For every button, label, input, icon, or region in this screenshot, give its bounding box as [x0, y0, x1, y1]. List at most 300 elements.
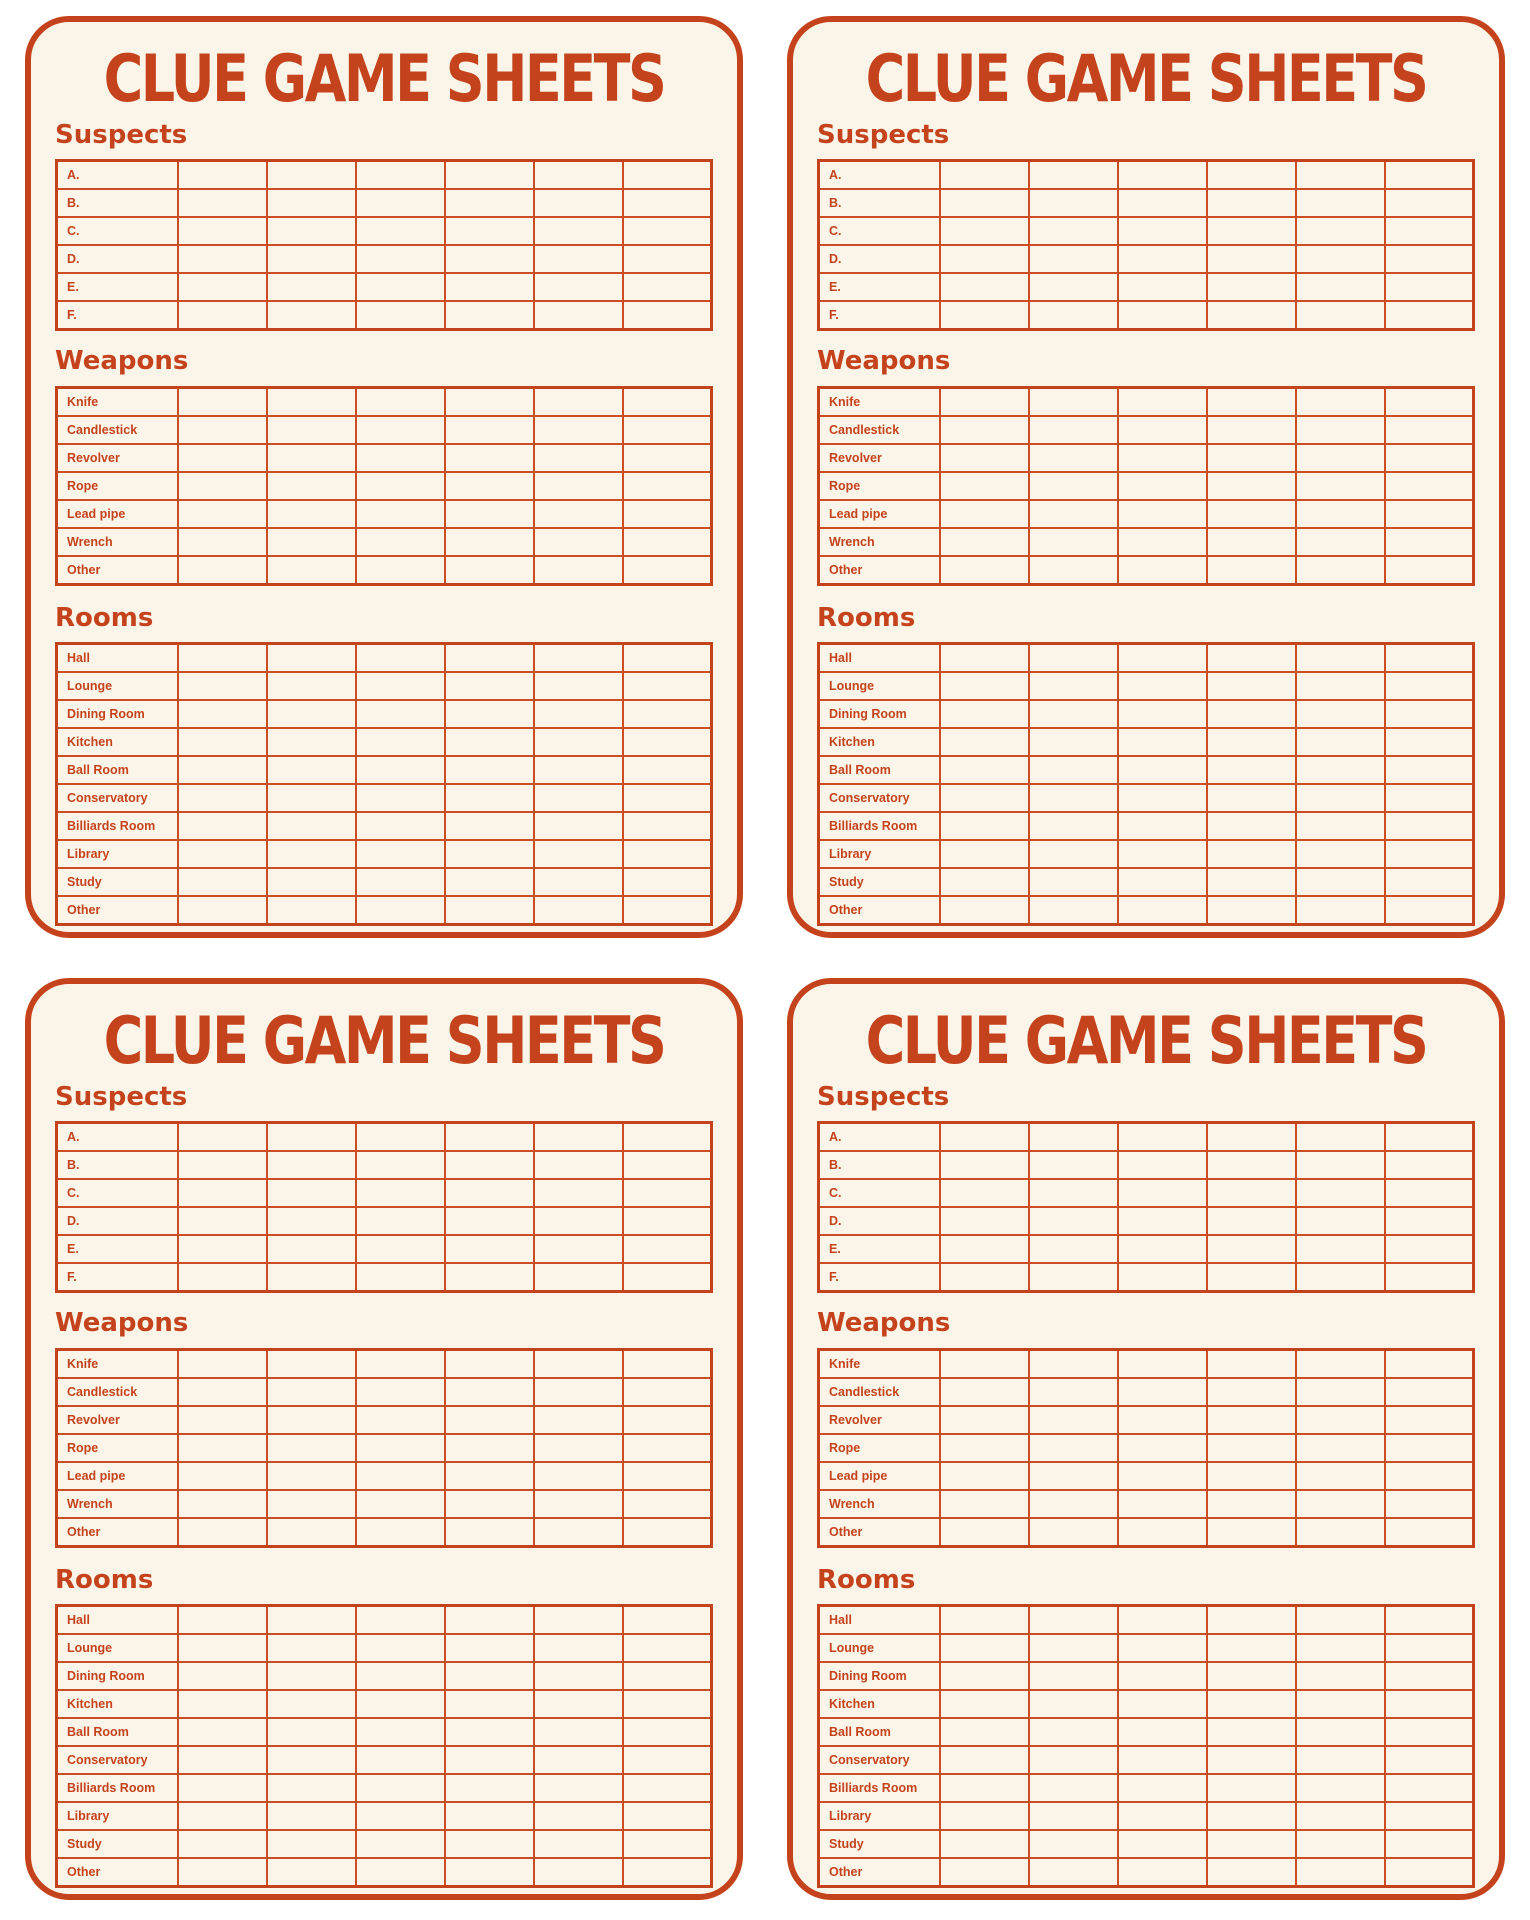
mark-cell[interactable] [1385, 812, 1474, 840]
mark-cell[interactable] [178, 387, 267, 416]
mark-cell[interactable] [1207, 500, 1296, 528]
mark-cell[interactable] [940, 301, 1029, 330]
mark-cell[interactable] [534, 868, 623, 896]
mark-cell[interactable] [623, 1462, 712, 1490]
mark-cell[interactable] [356, 245, 445, 273]
mark-cell[interactable] [445, 1462, 534, 1490]
mark-cell[interactable] [356, 1378, 445, 1406]
mark-cell[interactable] [445, 1690, 534, 1718]
mark-cell[interactable] [534, 1434, 623, 1462]
mark-cell[interactable] [267, 784, 356, 812]
mark-cell[interactable] [267, 756, 356, 784]
mark-cell[interactable] [534, 1518, 623, 1547]
mark-cell[interactable] [356, 528, 445, 556]
mark-cell[interactable] [1118, 1858, 1207, 1887]
mark-cell[interactable] [267, 444, 356, 472]
mark-cell[interactable] [1385, 1462, 1474, 1490]
mark-cell[interactable] [940, 161, 1029, 190]
mark-cell[interactable] [267, 161, 356, 190]
mark-cell[interactable] [178, 217, 267, 245]
mark-cell[interactable] [1385, 301, 1474, 330]
mark-cell[interactable] [940, 644, 1029, 673]
mark-cell[interactable] [445, 1858, 534, 1887]
mark-cell[interactable] [1207, 444, 1296, 472]
mark-cell[interactable] [623, 500, 712, 528]
mark-cell[interactable] [623, 1434, 712, 1462]
mark-cell[interactable] [1207, 896, 1296, 925]
mark-cell[interactable] [267, 1462, 356, 1490]
mark-cell[interactable] [1296, 444, 1385, 472]
mark-cell[interactable] [1296, 756, 1385, 784]
mark-cell[interactable] [1118, 444, 1207, 472]
mark-cell[interactable] [178, 728, 267, 756]
mark-cell[interactable] [1296, 728, 1385, 756]
mark-cell[interactable] [267, 1179, 356, 1207]
mark-cell[interactable] [1118, 1746, 1207, 1774]
mark-cell[interactable] [623, 840, 712, 868]
mark-cell[interactable] [1296, 528, 1385, 556]
mark-cell[interactable] [534, 1378, 623, 1406]
mark-cell[interactable] [1207, 1858, 1296, 1887]
mark-cell[interactable] [1207, 756, 1296, 784]
mark-cell[interactable] [1207, 1123, 1296, 1152]
mark-cell[interactable] [1296, 1634, 1385, 1662]
mark-cell[interactable] [1029, 1462, 1118, 1490]
mark-cell[interactable] [178, 1858, 267, 1887]
mark-cell[interactable] [534, 189, 623, 217]
mark-cell[interactable] [623, 1830, 712, 1858]
mark-cell[interactable] [1385, 1263, 1474, 1292]
mark-cell[interactable] [1296, 1462, 1385, 1490]
mark-cell[interactable] [1296, 1718, 1385, 1746]
mark-cell[interactable] [534, 1774, 623, 1802]
mark-cell[interactable] [1118, 1462, 1207, 1490]
mark-cell[interactable] [445, 1774, 534, 1802]
mark-cell[interactable] [178, 1518, 267, 1547]
mark-cell[interactable] [1385, 1746, 1474, 1774]
mark-cell[interactable] [1296, 1830, 1385, 1858]
mark-cell[interactable] [356, 189, 445, 217]
mark-cell[interactable] [623, 1802, 712, 1830]
mark-cell[interactable] [940, 1349, 1029, 1378]
mark-cell[interactable] [1296, 672, 1385, 700]
mark-cell[interactable] [623, 1718, 712, 1746]
mark-cell[interactable] [1118, 700, 1207, 728]
mark-cell[interactable] [267, 500, 356, 528]
mark-cell[interactable] [1029, 1263, 1118, 1292]
mark-cell[interactable] [178, 472, 267, 500]
mark-cell[interactable] [1118, 784, 1207, 812]
mark-cell[interactable] [267, 416, 356, 444]
mark-cell[interactable] [267, 528, 356, 556]
mark-cell[interactable] [1029, 500, 1118, 528]
mark-cell[interactable] [534, 1406, 623, 1434]
mark-cell[interactable] [178, 528, 267, 556]
mark-cell[interactable] [1385, 217, 1474, 245]
mark-cell[interactable] [1207, 1802, 1296, 1830]
mark-cell[interactable] [940, 273, 1029, 301]
mark-cell[interactable] [1029, 301, 1118, 330]
mark-cell[interactable] [1029, 1235, 1118, 1263]
mark-cell[interactable] [1207, 1235, 1296, 1263]
mark-cell[interactable] [623, 1634, 712, 1662]
mark-cell[interactable] [940, 1802, 1029, 1830]
mark-cell[interactable] [1385, 416, 1474, 444]
mark-cell[interactable] [623, 700, 712, 728]
mark-cell[interactable] [534, 896, 623, 925]
mark-cell[interactable] [1207, 868, 1296, 896]
mark-cell[interactable] [623, 896, 712, 925]
mark-cell[interactable] [445, 644, 534, 673]
mark-cell[interactable] [1029, 273, 1118, 301]
mark-cell[interactable] [623, 444, 712, 472]
mark-cell[interactable] [1385, 1349, 1474, 1378]
mark-cell[interactable] [940, 500, 1029, 528]
mark-cell[interactable] [1118, 189, 1207, 217]
mark-cell[interactable] [267, 1434, 356, 1462]
mark-cell[interactable] [1296, 556, 1385, 585]
mark-cell[interactable] [356, 1207, 445, 1235]
mark-cell[interactable] [1029, 1830, 1118, 1858]
mark-cell[interactable] [623, 1518, 712, 1547]
mark-cell[interactable] [534, 1718, 623, 1746]
mark-cell[interactable] [267, 1830, 356, 1858]
mark-cell[interactable] [1207, 1830, 1296, 1858]
mark-cell[interactable] [1207, 1634, 1296, 1662]
mark-cell[interactable] [623, 556, 712, 585]
mark-cell[interactable] [445, 472, 534, 500]
mark-cell[interactable] [356, 1406, 445, 1434]
mark-cell[interactable] [1296, 700, 1385, 728]
mark-cell[interactable] [623, 189, 712, 217]
mark-cell[interactable] [623, 1606, 712, 1635]
mark-cell[interactable] [1118, 1406, 1207, 1434]
mark-cell[interactable] [1029, 672, 1118, 700]
mark-cell[interactable] [356, 672, 445, 700]
mark-cell[interactable] [534, 672, 623, 700]
mark-cell[interactable] [178, 245, 267, 273]
mark-cell[interactable] [1029, 416, 1118, 444]
mark-cell[interactable] [445, 1802, 534, 1830]
mark-cell[interactable] [1118, 1378, 1207, 1406]
mark-cell[interactable] [1029, 1606, 1118, 1635]
mark-cell[interactable] [178, 273, 267, 301]
mark-cell[interactable] [1385, 1151, 1474, 1179]
mark-cell[interactable] [445, 1235, 534, 1263]
mark-cell[interactable] [623, 472, 712, 500]
mark-cell[interactable] [178, 1378, 267, 1406]
mark-cell[interactable] [1296, 784, 1385, 812]
mark-cell[interactable] [1296, 189, 1385, 217]
mark-cell[interactable] [356, 1434, 445, 1462]
mark-cell[interactable] [1029, 1718, 1118, 1746]
mark-cell[interactable] [445, 1378, 534, 1406]
mark-cell[interactable] [1296, 1263, 1385, 1292]
mark-cell[interactable] [178, 1406, 267, 1434]
mark-cell[interactable] [267, 1378, 356, 1406]
mark-cell[interactable] [178, 1179, 267, 1207]
mark-cell[interactable] [623, 416, 712, 444]
mark-cell[interactable] [940, 1606, 1029, 1635]
mark-cell[interactable] [1296, 472, 1385, 500]
mark-cell[interactable] [445, 1123, 534, 1152]
mark-cell[interactable] [445, 161, 534, 190]
mark-cell[interactable] [445, 500, 534, 528]
mark-cell[interactable] [1385, 556, 1474, 585]
mark-cell[interactable] [178, 784, 267, 812]
mark-cell[interactable] [534, 840, 623, 868]
mark-cell[interactable] [534, 416, 623, 444]
mark-cell[interactable] [1296, 840, 1385, 868]
mark-cell[interactable] [940, 1434, 1029, 1462]
mark-cell[interactable] [1296, 273, 1385, 301]
mark-cell[interactable] [1296, 1406, 1385, 1434]
mark-cell[interactable] [445, 700, 534, 728]
mark-cell[interactable] [267, 1151, 356, 1179]
mark-cell[interactable] [623, 644, 712, 673]
mark-cell[interactable] [1296, 387, 1385, 416]
mark-cell[interactable] [445, 868, 534, 896]
mark-cell[interactable] [356, 556, 445, 585]
mark-cell[interactable] [940, 444, 1029, 472]
mark-cell[interactable] [1296, 1434, 1385, 1462]
mark-cell[interactable] [267, 273, 356, 301]
mark-cell[interactable] [356, 444, 445, 472]
mark-cell[interactable] [534, 728, 623, 756]
mark-cell[interactable] [1029, 896, 1118, 925]
mark-cell[interactable] [1207, 728, 1296, 756]
mark-cell[interactable] [178, 896, 267, 925]
mark-cell[interactable] [1029, 1518, 1118, 1547]
mark-cell[interactable] [940, 1406, 1029, 1434]
mark-cell[interactable] [267, 868, 356, 896]
mark-cell[interactable] [534, 500, 623, 528]
mark-cell[interactable] [534, 700, 623, 728]
mark-cell[interactable] [940, 728, 1029, 756]
mark-cell[interactable] [1385, 784, 1474, 812]
mark-cell[interactable] [1118, 1349, 1207, 1378]
mark-cell[interactable] [940, 1179, 1029, 1207]
mark-cell[interactable] [1385, 1830, 1474, 1858]
mark-cell[interactable] [623, 387, 712, 416]
mark-cell[interactable] [356, 387, 445, 416]
mark-cell[interactable] [1207, 700, 1296, 728]
mark-cell[interactable] [178, 756, 267, 784]
mark-cell[interactable] [356, 1606, 445, 1635]
mark-cell[interactable] [178, 672, 267, 700]
mark-cell[interactable] [445, 756, 534, 784]
mark-cell[interactable] [445, 1490, 534, 1518]
mark-cell[interactable] [178, 416, 267, 444]
mark-cell[interactable] [623, 784, 712, 812]
mark-cell[interactable] [1118, 1123, 1207, 1152]
mark-cell[interactable] [1029, 1802, 1118, 1830]
mark-cell[interactable] [623, 1179, 712, 1207]
mark-cell[interactable] [445, 840, 534, 868]
mark-cell[interactable] [356, 812, 445, 840]
mark-cell[interactable] [940, 672, 1029, 700]
mark-cell[interactable] [356, 1123, 445, 1152]
mark-cell[interactable] [1207, 1662, 1296, 1690]
mark-cell[interactable] [1385, 756, 1474, 784]
mark-cell[interactable] [940, 1263, 1029, 1292]
mark-cell[interactable] [534, 644, 623, 673]
mark-cell[interactable] [1029, 1151, 1118, 1179]
mark-cell[interactable] [940, 1858, 1029, 1887]
mark-cell[interactable] [1029, 644, 1118, 673]
mark-cell[interactable] [1118, 896, 1207, 925]
mark-cell[interactable] [534, 301, 623, 330]
mark-cell[interactable] [1296, 868, 1385, 896]
mark-cell[interactable] [1385, 1490, 1474, 1518]
mark-cell[interactable] [267, 1406, 356, 1434]
mark-cell[interactable] [1207, 189, 1296, 217]
mark-cell[interactable] [534, 1858, 623, 1887]
mark-cell[interactable] [1385, 528, 1474, 556]
mark-cell[interactable] [1296, 416, 1385, 444]
mark-cell[interactable] [445, 672, 534, 700]
mark-cell[interactable] [1207, 301, 1296, 330]
mark-cell[interactable] [356, 1718, 445, 1746]
mark-cell[interactable] [1118, 1830, 1207, 1858]
mark-cell[interactable] [267, 1490, 356, 1518]
mark-cell[interactable] [1385, 1690, 1474, 1718]
mark-cell[interactable] [1029, 1774, 1118, 1802]
mark-cell[interactable] [267, 1774, 356, 1802]
mark-cell[interactable] [940, 1207, 1029, 1235]
mark-cell[interactable] [1029, 812, 1118, 840]
mark-cell[interactable] [1029, 444, 1118, 472]
mark-cell[interactable] [1029, 1690, 1118, 1718]
mark-cell[interactable] [178, 189, 267, 217]
mark-cell[interactable] [1385, 1718, 1474, 1746]
mark-cell[interactable] [356, 1235, 445, 1263]
mark-cell[interactable] [1029, 1662, 1118, 1690]
mark-cell[interactable] [534, 1690, 623, 1718]
mark-cell[interactable] [267, 556, 356, 585]
mark-cell[interactable] [534, 444, 623, 472]
mark-cell[interactable] [1385, 1606, 1474, 1635]
mark-cell[interactable] [1207, 416, 1296, 444]
mark-cell[interactable] [267, 728, 356, 756]
mark-cell[interactable] [356, 500, 445, 528]
mark-cell[interactable] [267, 245, 356, 273]
mark-cell[interactable] [267, 1263, 356, 1292]
mark-cell[interactable] [1029, 1490, 1118, 1518]
mark-cell[interactable] [445, 1207, 534, 1235]
mark-cell[interactable] [1029, 728, 1118, 756]
mark-cell[interactable] [940, 1462, 1029, 1490]
mark-cell[interactable] [623, 1746, 712, 1774]
mark-cell[interactable] [534, 1830, 623, 1858]
mark-cell[interactable] [445, 1151, 534, 1179]
mark-cell[interactable] [623, 1349, 712, 1378]
mark-cell[interactable] [267, 840, 356, 868]
mark-cell[interactable] [1029, 700, 1118, 728]
mark-cell[interactable] [1118, 528, 1207, 556]
mark-cell[interactable] [356, 1151, 445, 1179]
mark-cell[interactable] [1118, 1235, 1207, 1263]
mark-cell[interactable] [178, 812, 267, 840]
mark-cell[interactable] [1296, 161, 1385, 190]
mark-cell[interactable] [178, 1490, 267, 1518]
mark-cell[interactable] [1385, 161, 1474, 190]
mark-cell[interactable] [940, 1151, 1029, 1179]
mark-cell[interactable] [1029, 784, 1118, 812]
mark-cell[interactable] [1029, 1746, 1118, 1774]
mark-cell[interactable] [445, 189, 534, 217]
mark-cell[interactable] [267, 700, 356, 728]
mark-cell[interactable] [534, 1606, 623, 1635]
mark-cell[interactable] [445, 1662, 534, 1690]
mark-cell[interactable] [623, 1123, 712, 1152]
mark-cell[interactable] [940, 387, 1029, 416]
mark-cell[interactable] [1296, 1490, 1385, 1518]
mark-cell[interactable] [178, 840, 267, 868]
mark-cell[interactable] [1296, 1662, 1385, 1690]
mark-cell[interactable] [534, 1662, 623, 1690]
mark-cell[interactable] [1207, 840, 1296, 868]
mark-cell[interactable] [1385, 1123, 1474, 1152]
mark-cell[interactable] [1385, 1378, 1474, 1406]
mark-cell[interactable] [445, 812, 534, 840]
mark-cell[interactable] [267, 1123, 356, 1152]
mark-cell[interactable] [178, 644, 267, 673]
mark-cell[interactable] [1118, 1718, 1207, 1746]
mark-cell[interactable] [1385, 1662, 1474, 1690]
mark-cell[interactable] [1207, 556, 1296, 585]
mark-cell[interactable] [445, 1179, 534, 1207]
mark-cell[interactable] [1029, 1434, 1118, 1462]
mark-cell[interactable] [940, 1662, 1029, 1690]
mark-cell[interactable] [356, 840, 445, 868]
mark-cell[interactable] [940, 868, 1029, 896]
mark-cell[interactable] [1118, 840, 1207, 868]
mark-cell[interactable] [1207, 1518, 1296, 1547]
mark-cell[interactable] [1207, 1179, 1296, 1207]
mark-cell[interactable] [267, 672, 356, 700]
mark-cell[interactable] [534, 812, 623, 840]
mark-cell[interactable] [940, 896, 1029, 925]
mark-cell[interactable] [1029, 840, 1118, 868]
mark-cell[interactable] [1385, 1179, 1474, 1207]
mark-cell[interactable] [534, 1179, 623, 1207]
mark-cell[interactable] [623, 245, 712, 273]
mark-cell[interactable] [1118, 301, 1207, 330]
mark-cell[interactable] [445, 1434, 534, 1462]
mark-cell[interactable] [534, 245, 623, 273]
mark-cell[interactable] [178, 161, 267, 190]
mark-cell[interactable] [1118, 1802, 1207, 1830]
mark-cell[interactable] [1029, 1406, 1118, 1434]
mark-cell[interactable] [534, 556, 623, 585]
mark-cell[interactable] [1296, 1518, 1385, 1547]
mark-cell[interactable] [623, 728, 712, 756]
mark-cell[interactable] [534, 387, 623, 416]
mark-cell[interactable] [1118, 161, 1207, 190]
mark-cell[interactable] [534, 756, 623, 784]
mark-cell[interactable] [356, 644, 445, 673]
mark-cell[interactable] [356, 784, 445, 812]
mark-cell[interactable] [1296, 1207, 1385, 1235]
mark-cell[interactable] [178, 1349, 267, 1378]
mark-cell[interactable] [940, 1123, 1029, 1152]
mark-cell[interactable] [1029, 387, 1118, 416]
mark-cell[interactable] [445, 556, 534, 585]
mark-cell[interactable] [623, 1151, 712, 1179]
mark-cell[interactable] [1207, 1746, 1296, 1774]
mark-cell[interactable] [1029, 756, 1118, 784]
